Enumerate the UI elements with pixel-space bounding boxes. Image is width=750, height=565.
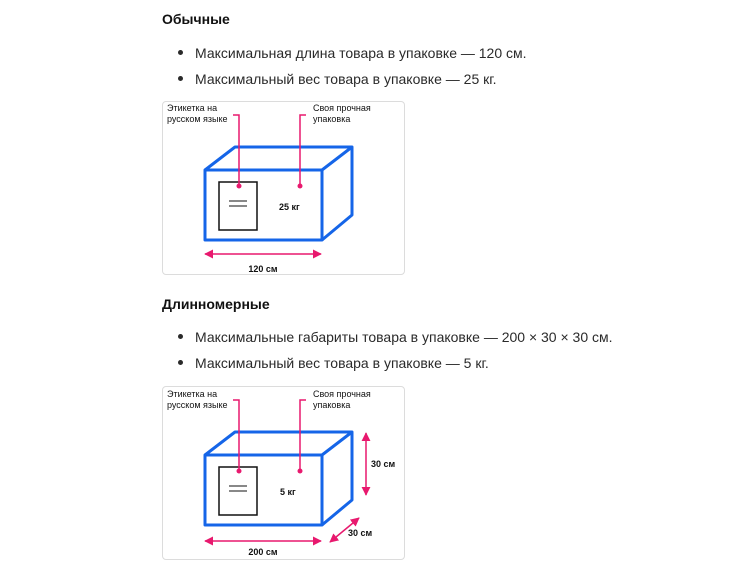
height-label: 30 см (371, 459, 396, 469)
callout-lines (233, 115, 306, 186)
callout-dot (237, 184, 242, 189)
box-diagram-svg (163, 102, 404, 274)
bullet-list-regular (162, 43, 527, 95)
bullet-dot (178, 334, 183, 339)
label-pack-line2: упаковка (313, 114, 351, 124)
weight-label: 25 кг (279, 202, 300, 212)
section-title-long: Длинномерные (162, 296, 270, 312)
bullet-text: Максимальный вес товара в упаковке — 5 кг. (195, 355, 489, 371)
length-label: 200 см (248, 547, 278, 557)
label-sticker-icon (219, 467, 257, 515)
section-title-regular: Обычные (162, 11, 230, 27)
label-tag-line1: Этикетка на (167, 389, 218, 399)
label-pack-line1: Своя прочная (313, 103, 371, 113)
weight-label: 5 кг (280, 487, 296, 497)
callout-lines (233, 400, 306, 471)
bullet-dot (178, 76, 183, 81)
callout-dot (298, 469, 303, 474)
label-tag-line2: русском языке (167, 400, 228, 410)
list-item (162, 327, 613, 347)
length-label: 120 см (248, 264, 278, 274)
list-item (162, 353, 613, 373)
callout-dot (237, 469, 242, 474)
list-item (162, 43, 527, 63)
box-diagram-regular (162, 101, 405, 275)
label-pack-line2: упаковка (313, 400, 351, 410)
bullet-text: Максимальный вес товара в упаковке — 25 кг. (195, 71, 497, 87)
bullet-dot (178, 50, 183, 55)
label-sticker-icon (219, 182, 257, 230)
label-pack-line1: Своя прочная (313, 389, 371, 399)
label-tag-line1: Этикетка на (167, 103, 218, 113)
bullet-text: Максимальная длина товара в упаковке — 120 см. (195, 45, 527, 61)
depth-label: 30 см (348, 528, 373, 538)
bullet-text: Максимальные габариты товара в упаковке — 200 × 30 × 30 см. (195, 329, 613, 345)
box-diagram-svg (163, 387, 404, 559)
list-item (162, 69, 527, 89)
box-diagram-long (162, 386, 405, 560)
bullet-list-long (162, 327, 613, 379)
callout-dot (298, 184, 303, 189)
label-tag-line2: русском языке (167, 114, 228, 124)
bullet-dot (178, 360, 183, 365)
